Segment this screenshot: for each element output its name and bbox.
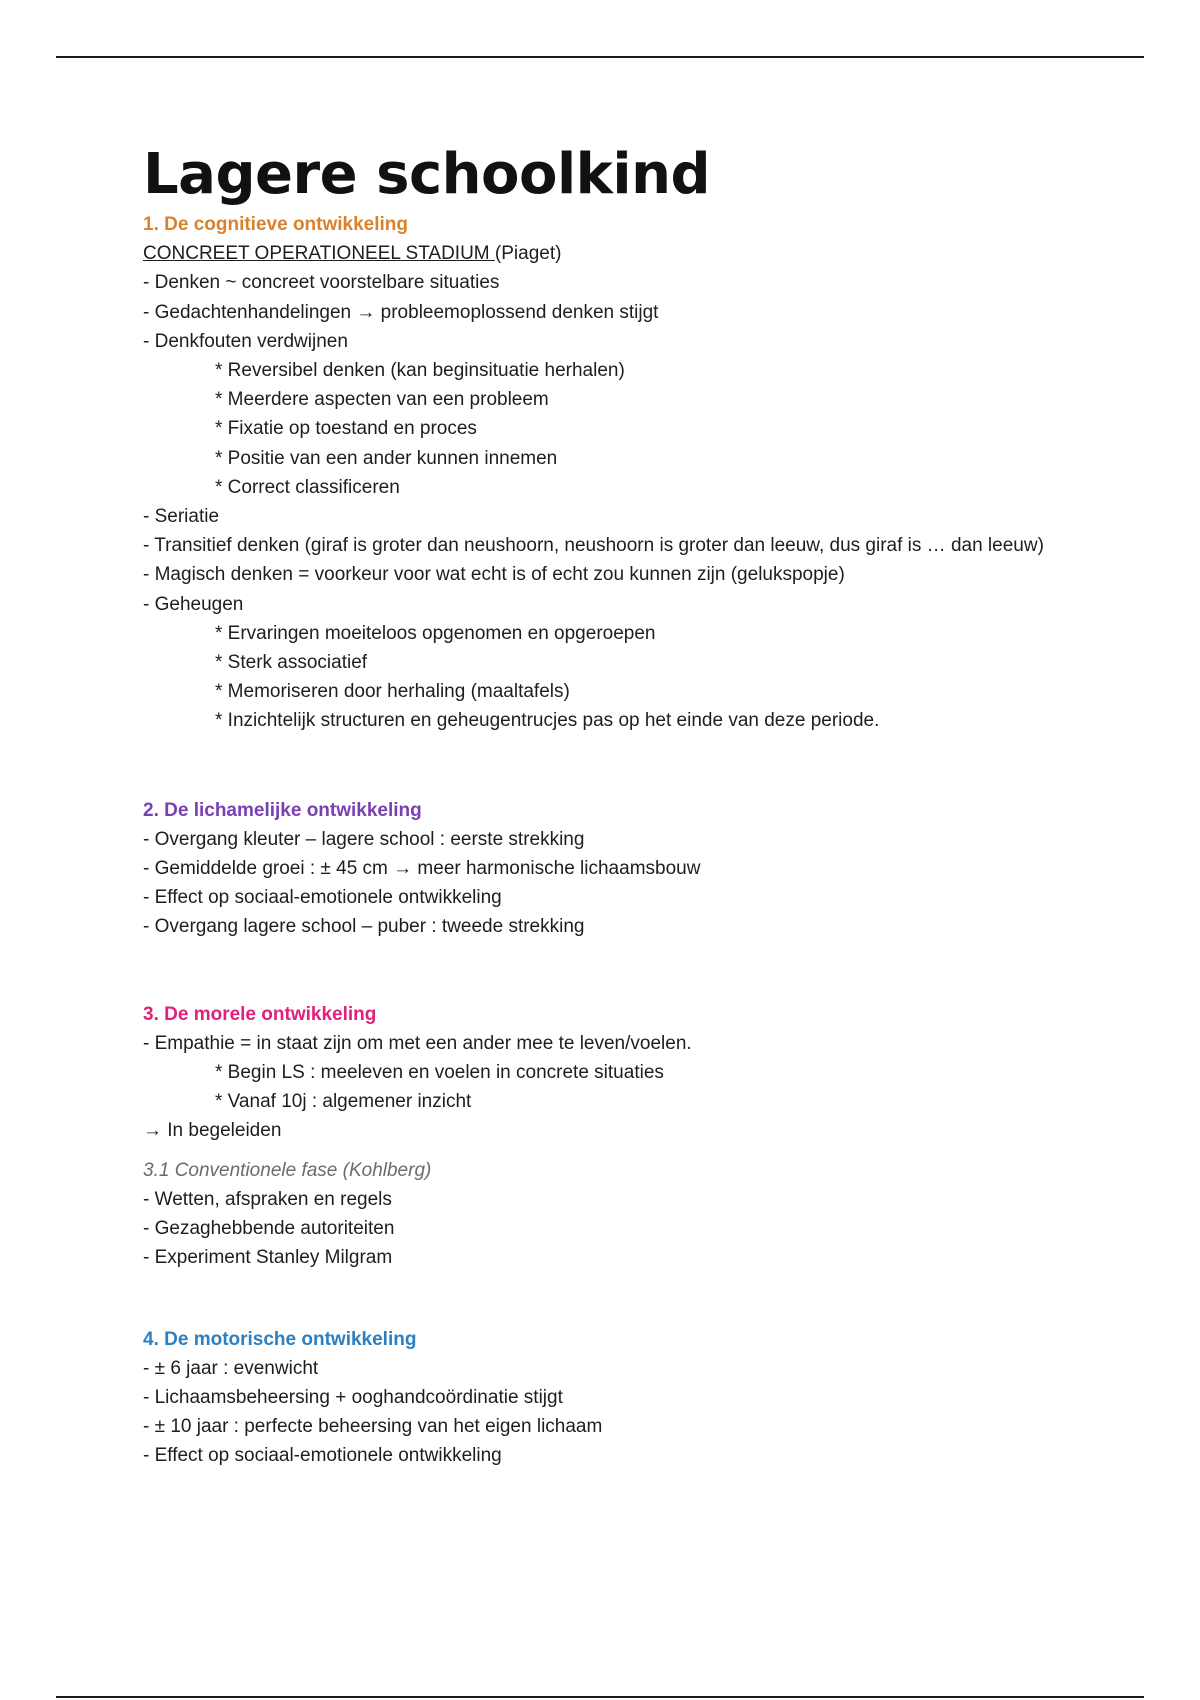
list-item: - Transitief denken (giraf is groter dan neushoorn, neushoorn is groter dan leeuw, dus giraf is … dan leeuw) <box>143 535 1044 557</box>
section-heading: 2. De lichamelijke ontwikkeling <box>143 799 422 821</box>
list-item: - Magisch denken = voorkeur voor wat echt is of echt zou kunnen zijn (gelukspopje) <box>143 564 845 586</box>
list-item: - Effect op sociaal-emotionele ontwikkeling <box>143 887 502 909</box>
sub-list-item: * Positie van een ander kunnen innemen <box>215 447 558 469</box>
sub-list-item: * Inzichtelijk structuren en geheugentrucjes pas op het einde van deze periode. <box>215 710 880 732</box>
spacer <box>143 942 1083 1000</box>
sub-list-item: * Correct classificeren <box>215 476 400 498</box>
sub-list-item: * Ervaringen moeiteloos opgenomen en opgeroepen <box>215 622 656 644</box>
stage-line <box>143 239 1083 268</box>
list-item: - Gemiddelde groei : ± 45 cm → meer harmonische lichaamsbouw <box>143 858 701 880</box>
section-moral <box>143 1000 1083 1273</box>
sub-list-item: * Fixatie op toestand en proces <box>215 418 477 440</box>
list-item: - Lichaamsbeheersing + ooghandcoördinatie stijgt <box>143 1386 563 1408</box>
section-heading: 4. De motorische ontwikkeling <box>143 1328 417 1350</box>
stage-source: (Piaget) <box>494 243 562 265</box>
list-item: - Experiment Stanley Milgram <box>143 1247 393 1269</box>
section-physical <box>143 796 1083 942</box>
list-item: - Denkfouten verdwijnen <box>143 330 348 352</box>
sub-list-item: * Begin LS : meeleven en voelen in concrete situaties <box>215 1062 664 1084</box>
document-body <box>143 140 1083 1471</box>
list-item: - Overgang kleuter – lagere school : eerste strekking <box>143 828 585 850</box>
list-item: - Seriatie <box>143 506 220 528</box>
list-item: - Wetten, afspraken en regels <box>143 1188 392 1210</box>
stage-name: CONCREET OPERATIONEEL STADIUM <box>143 243 495 265</box>
list-item: - Overgang lagere school – puber : tweede strekking <box>143 916 585 938</box>
section-heading: 3. De morele ontwikkeling <box>143 1003 377 1025</box>
sub-list-item: * Vanaf 10j : algemener inzicht <box>215 1091 472 1113</box>
subsection-heading: 3.1 Conventionele fase (Kohlberg) <box>143 1159 432 1181</box>
list-item: - Gedachtenhandelingen → probleemoplossend denken stijgt <box>143 301 659 323</box>
list-item: - Geheugen <box>143 593 244 615</box>
list-item: - Gezaghebbende autoriteiten <box>143 1218 395 1240</box>
top-rule <box>56 56 1144 58</box>
sub-list-item: * Reversibel denken (kan beginsituatie herhalen) <box>215 360 625 382</box>
sub-list-item: * Sterk associatief <box>215 652 368 674</box>
spacer <box>143 736 1083 796</box>
list-item: - ± 6 jaar : evenwicht <box>143 1357 319 1379</box>
list-item: - Empathie = in staat zijn om met een ander mee te leven/voelen. <box>143 1032 692 1054</box>
sub-list-item: * Meerdere aspecten van een probleem <box>215 389 549 411</box>
spacer <box>143 1273 1083 1325</box>
bottom-rule <box>56 1696 1144 1698</box>
sub-list-item: * Memoriseren door herhaling (maaltafels) <box>215 681 570 703</box>
list-item: - Effect op sociaal-emotionele ontwikkeling <box>143 1445 502 1467</box>
section-heading: 1. De cognitieve ontwikkeling <box>143 214 409 235</box>
list-item: - Denken ~ concreet voorstelbare situaties <box>143 272 500 294</box>
section-cognitive <box>143 210 1083 736</box>
list-item: → In begeleiden <box>143 1120 282 1142</box>
section-motor <box>143 1325 1083 1471</box>
page-title: Lagere schoolkind <box>143 142 711 207</box>
list-item: - ± 10 jaar : perfecte beheersing van het eigen lichaam <box>143 1416 603 1438</box>
